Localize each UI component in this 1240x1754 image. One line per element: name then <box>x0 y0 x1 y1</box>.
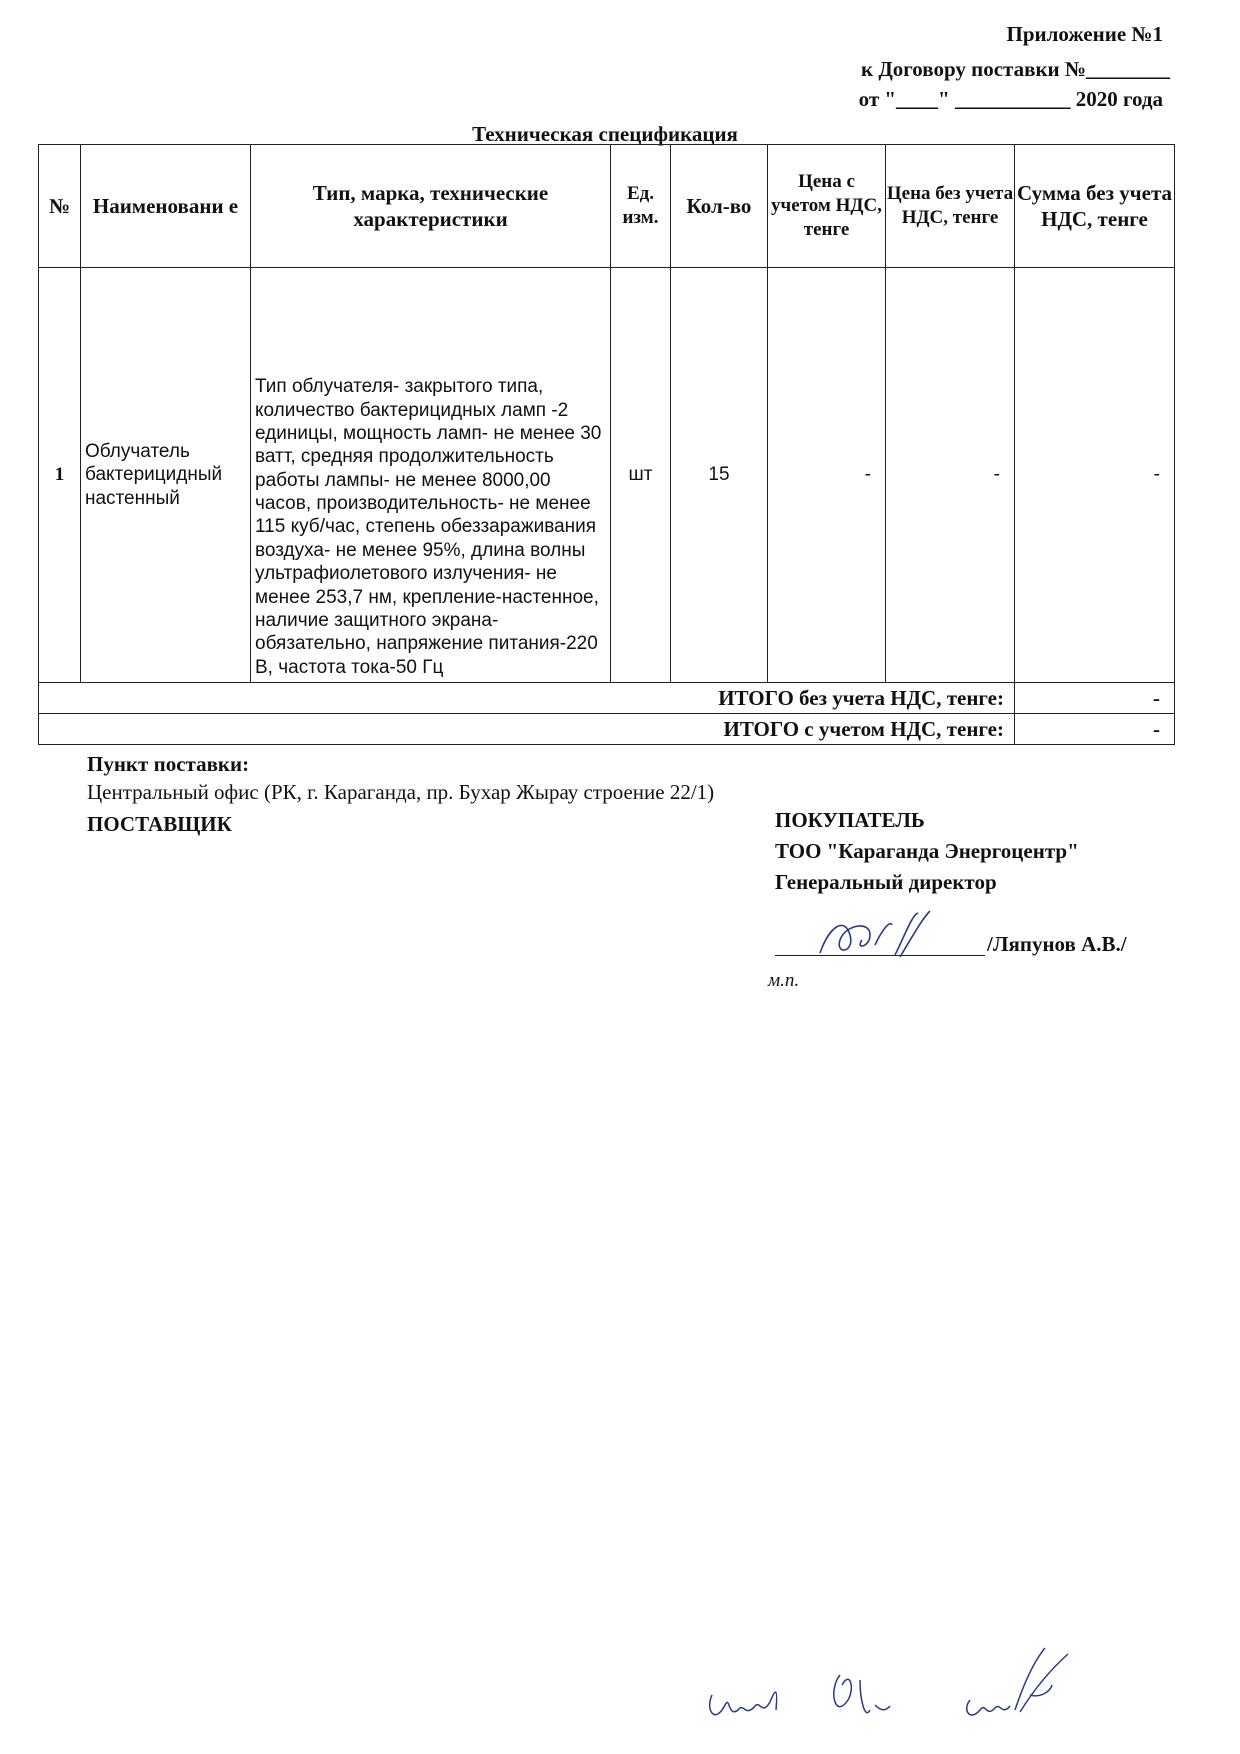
cell-unit: шт <box>611 268 671 683</box>
supplier-label: ПОСТАВЩИК <box>87 812 232 836</box>
cell-name: Облучатель бактерицидный настенный <box>81 268 251 683</box>
cell-qty: 15 <box>671 268 768 683</box>
total-vat-value: - <box>1015 714 1175 745</box>
stamp-place: м.п. <box>768 970 800 991</box>
header-sum-novat: Сумма без учета НДС, тенге <box>1015 145 1175 268</box>
total-novat-value: - <box>1015 683 1175 714</box>
buyer-position: Генеральный директор <box>775 870 997 894</box>
table-row <box>39 268 1175 683</box>
total-row-vat <box>39 714 1175 745</box>
cell-sum-novat: - <box>1015 268 1175 683</box>
director-signature <box>800 905 970 965</box>
buyer-company: ТОО "Караганда Энергоцентр" <box>775 839 1079 863</box>
header-type: Тип, марка, технические характеристики <box>251 145 611 268</box>
buyer-block <box>775 805 1079 898</box>
appendix-label: Приложение №1 <box>1006 22 1163 46</box>
buyer-label: ПОКУПАТЕЛЬ <box>775 808 925 832</box>
delivery-label: Пункт поставки: <box>87 752 250 776</box>
table-header-row <box>39 145 1175 268</box>
total-novat-label: ИТОГО без учета НДС, тенге: <box>39 683 1015 714</box>
total-row-novat <box>39 683 1175 714</box>
header-name: Наименовани е <box>81 145 251 268</box>
cell-num: 1 <box>39 268 81 683</box>
cell-price-novat: - <box>886 268 1015 683</box>
initials-signatures <box>700 1640 1120 1730</box>
total-vat-label: ИТОГО с учетом НДС, тенге: <box>39 714 1015 745</box>
cell-description: Тип облучателя- закрытого типа, количество бактерицидных ламп -2 единицы, мощность ламп- не менее 30 ватт, средняя продолжительность работы лампы- не менее 8000,00 часов, производительность- не менее 115 куб/час, степень обеззараживания воздуха- не менее 95%, длина волны ультрафиолетового излучения- не менее 253,7 нм, крепление-настенное, наличие защитного экрана-обязательно, напряжение питания-220 В, частота тока-50 Гц <box>251 268 611 683</box>
signer-name: /Ляпунов А.В./ <box>987 932 1127 956</box>
delivery-address: Центральный офис (РК, г. Караганда, пр. Бухар Жырау строение 22/1) <box>87 780 715 804</box>
header-qty: Кол-во <box>671 145 768 268</box>
specification-table <box>38 144 1175 745</box>
contract-date: от "____" ___________ 2020 года <box>858 87 1163 111</box>
document-title: Техническая спецификация <box>472 122 738 146</box>
cell-price-vat: - <box>768 268 886 683</box>
header-num: № <box>39 145 81 268</box>
header-unit: Ед. изм. <box>611 145 671 268</box>
header-price-vat: Цена с учетом НДС, тенге <box>768 145 886 268</box>
contract-reference: к Договору поставки №________ <box>860 57 1170 81</box>
header-price-novat: Цена без учета НДС, тенге <box>886 145 1015 268</box>
